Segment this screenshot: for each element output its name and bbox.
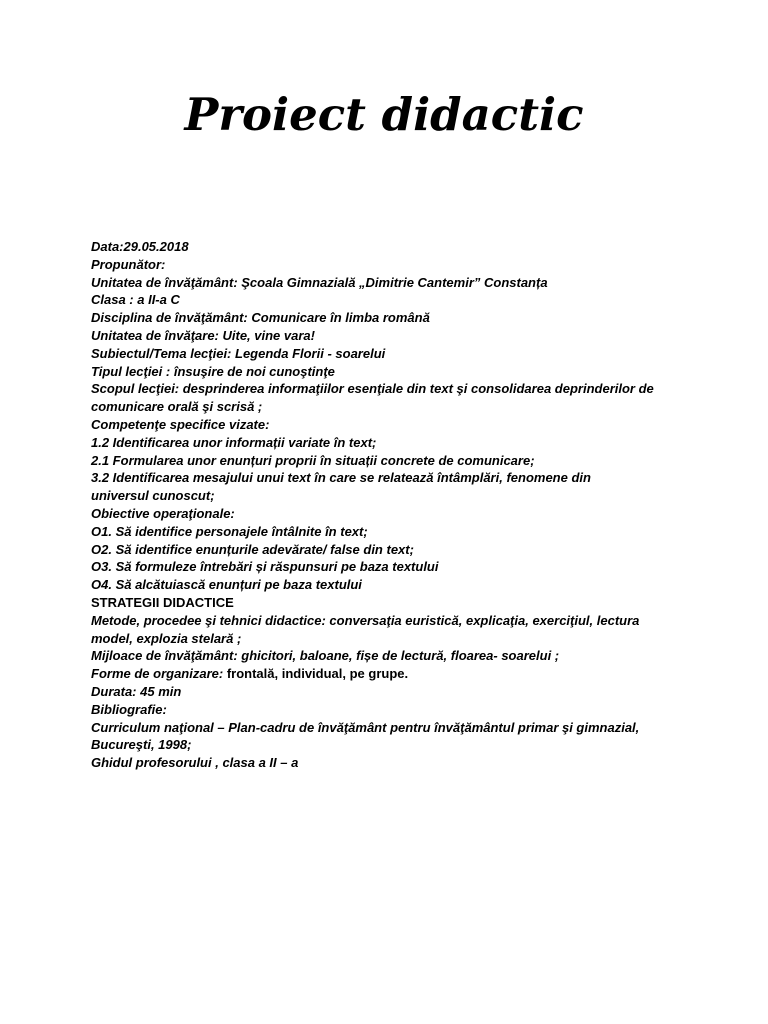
competence-item: 2.1 Formularea unor enunțuri proprii în situații concrete de comunicare;	[91, 452, 535, 468]
methods-line: Metode, procedee şi tehnici didactice: conversaţia euristică, explicaţia, exerciţiul, lectura	[91, 612, 640, 628]
document-body	[91, 238, 691, 772]
bibliography-item: Ghidul profesorului , clasa a II – a	[91, 755, 299, 771]
teaching-aids-line: Mijloace de învăţământ: ghicitori, baloane, fișe de lectură, floarea- soarelui ;	[91, 648, 560, 664]
objective-item: O3. Să formuleze întrebări și răspunsuri pe baza textului	[91, 559, 439, 575]
objective-item: O4. Să alcătuiască enunțuri pe baza textului	[91, 577, 362, 593]
lesson-purpose-continued-line: comunicare orală şi scrisă ;	[91, 399, 263, 415]
organization-line	[91, 665, 691, 683]
organization-label: Forme de organizare:	[91, 666, 227, 682]
bibliography-item-continued: Bucureşti, 1998;	[91, 737, 192, 753]
lesson-purpose-line: Scopul lecţiei: desprinderea informaţiilor esenţiale din text şi consolidarea deprinderilor de	[91, 381, 654, 397]
school-line: Unitatea de învăţământ: Şcoala Gimnazială „Dimitrie Cantemir” Constanța	[91, 274, 548, 290]
strategies-heading: STRATEGII DIDACTICE	[91, 594, 234, 610]
document-title: Proiect didactic	[184, 88, 584, 141]
objectives-heading: Obiective operaţionale:	[91, 505, 235, 521]
lesson-topic-line: Subiectul/Tema lecţiei: Legenda Florii - soarelui	[91, 345, 386, 361]
date-line: Data:29.05.2018	[91, 239, 189, 254]
competence-item-continued: universul cunoscut;	[91, 488, 215, 504]
objective-item: O2. Să identifice enunțurile adevărate/ false din text;	[91, 541, 414, 557]
competence-item: 1.2 Identificarea unor informații variate în text;	[91, 434, 377, 450]
organization-value: frontală, individual, pe grupe.	[226, 666, 409, 682]
proposer-line: Propunător:	[91, 256, 166, 272]
learning-unit-line: Unitatea de învăţare: Uite, vine vara!	[91, 327, 315, 343]
objective-item: O1. Să identifice personajele întâlnite în text;	[91, 523, 368, 539]
competences-heading: Competenţe specifice vizate:	[91, 416, 270, 432]
methods-continued-line: model, explozia stelară ;	[91, 630, 242, 646]
bibliography-heading: Bibliografie:	[91, 701, 167, 717]
lesson-type-line: Tipul lecţiei : însuşire de noi cunoştinţe	[91, 363, 335, 379]
bibliography-item: Curriculum naţional – Plan-cadru de învăţământ pentru învăţământul primar şi gimnazial,	[91, 719, 640, 735]
class-line: Clasa : a II-a C	[91, 292, 180, 308]
duration-line: Durata: 45 min	[91, 683, 182, 699]
competence-item: 3.2 Identificarea mesajului unui text în care se relatează întâmplări, fenomene din	[91, 470, 591, 486]
subject-line: Disciplina de învăţământ: Comunicare în limba română	[91, 310, 430, 326]
